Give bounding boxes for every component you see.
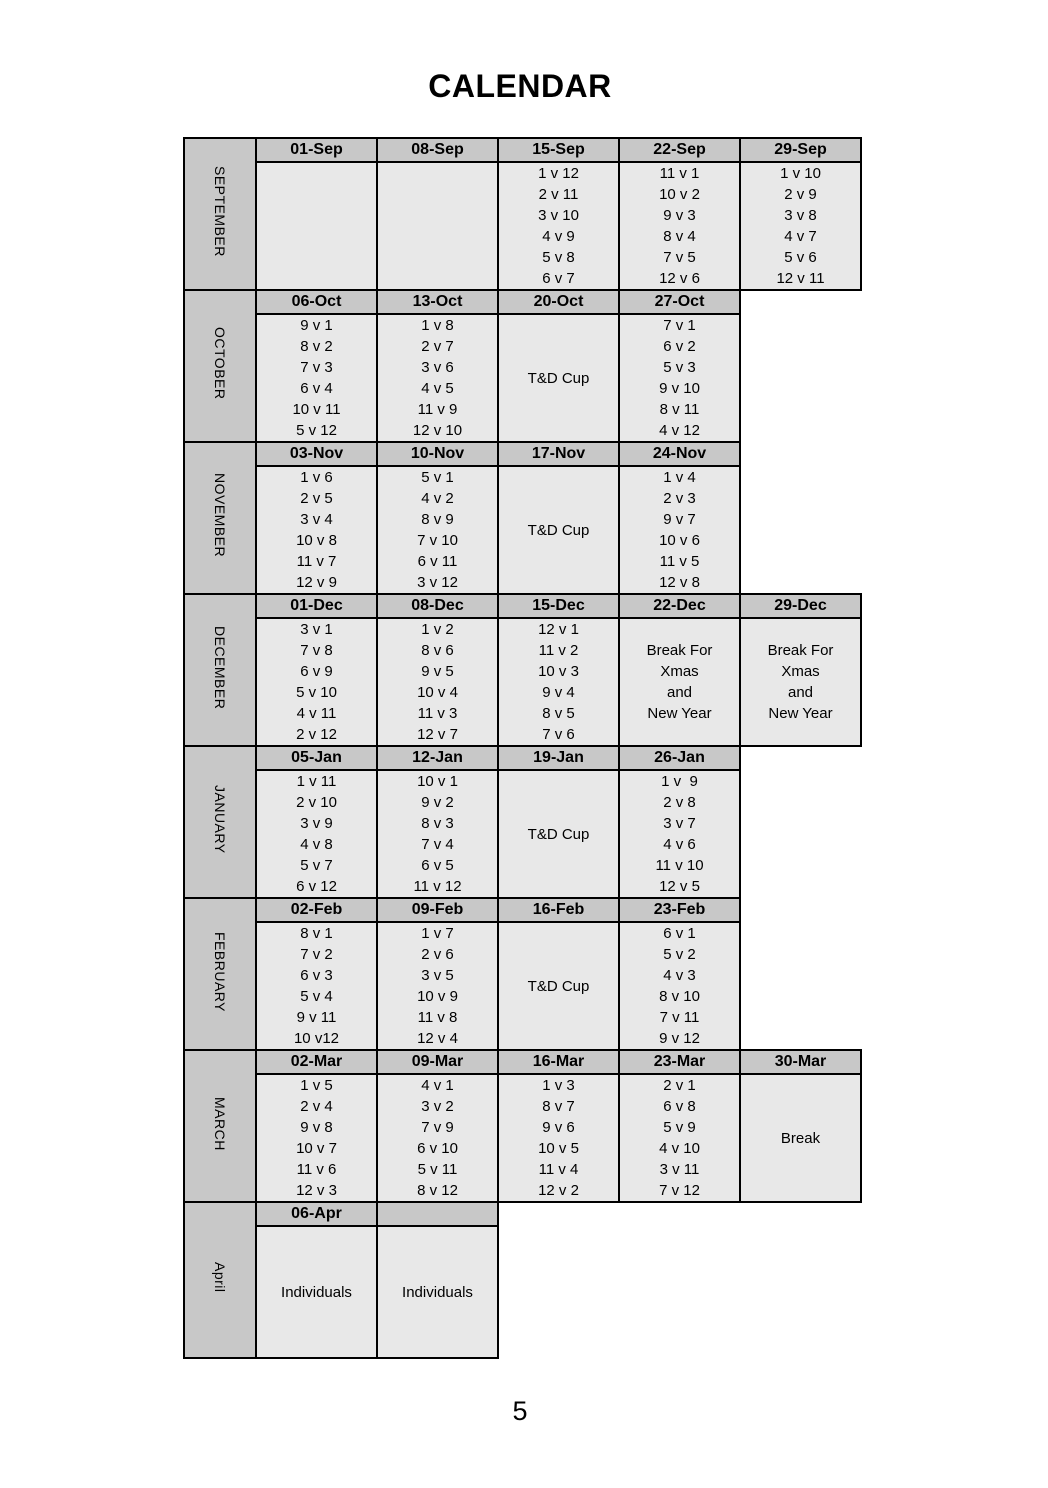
- fixture-line: 12 v 10: [412, 422, 463, 439]
- fixtures-cell: [377, 466, 498, 594]
- fixture-line: 2 v 1: [663, 1077, 696, 1094]
- fixtures-cell: [377, 1074, 498, 1202]
- date-header-cell: 23-Mar: [619, 1050, 740, 1074]
- fixture-line: 6 v 8: [663, 1098, 696, 1115]
- fixture-line: 3 v 7: [663, 815, 696, 832]
- fixture-line: 4 v 1: [421, 1077, 454, 1094]
- note-line: and: [666, 684, 693, 701]
- fixtures-cell: [619, 770, 740, 898]
- fixture-line: 12 v 6: [659, 270, 700, 287]
- fixture-line: 7 v 10: [417, 532, 458, 549]
- date-header-cell: 27-Oct: [619, 290, 740, 314]
- fixtures-cell: [256, 1074, 377, 1202]
- fixture-line: 6 v 3: [300, 967, 333, 984]
- note-cell: [256, 1226, 377, 1358]
- date-header-cell: 29-Sep: [740, 138, 861, 162]
- fixture-line: 9 v 2: [421, 794, 454, 811]
- fixtures-cell: [740, 162, 861, 290]
- month-section-april: [183, 1201, 499, 1359]
- fixture-line: 5 v 1: [421, 469, 454, 486]
- month-label-text: NOVEMBER: [212, 473, 228, 558]
- fixture-line: 4 v 9: [542, 228, 575, 245]
- fixtures-cell: [256, 618, 377, 746]
- fixtures-cell: [256, 466, 377, 594]
- fixture-line: 3 v 6: [421, 359, 454, 376]
- fixture-line: 1 v 2: [421, 621, 454, 638]
- fixture-line: 4 v 10: [659, 1140, 700, 1157]
- note-line: Individuals: [402, 1283, 473, 1301]
- month-label: [184, 898, 256, 1050]
- note-line: Xmas: [660, 663, 699, 680]
- note-line: and: [787, 684, 814, 701]
- month-section-march: [183, 1049, 862, 1203]
- date-header-cell: 19-Jan: [498, 746, 619, 770]
- fixture-line: 5 v 11: [417, 1161, 458, 1178]
- note-line: Xmas: [781, 663, 820, 680]
- month-section-january: [183, 745, 741, 899]
- month-section-october: [183, 289, 741, 443]
- fixture-line: 12 v 4: [417, 1030, 458, 1047]
- fixture-line: 8 v 9: [421, 511, 454, 528]
- date-header-cell: 26-Jan: [619, 746, 740, 770]
- month-label: [184, 290, 256, 442]
- date-header-cell: 16-Feb: [498, 898, 619, 922]
- note-line: New Year: [647, 705, 712, 722]
- note-line: New Year: [768, 705, 833, 722]
- fixture-line: 7 v 6: [542, 726, 575, 743]
- fixture-line: 10 v 11: [292, 401, 341, 418]
- fixture-line: 5 v 10: [296, 684, 337, 701]
- fixture-line: 11 v 7: [296, 553, 337, 570]
- fixture-line: 4 v 7: [784, 228, 817, 245]
- fixtures-cell: [498, 162, 619, 290]
- fixture-line: 11 v 1: [659, 165, 700, 182]
- date-header-cell: 02-Mar: [256, 1050, 377, 1074]
- fixture-line: 12 v 8: [659, 574, 700, 591]
- fixture-line: 5 v 8: [542, 249, 575, 266]
- note-cell: [498, 314, 619, 442]
- note-line: T&D Cup: [527, 977, 590, 995]
- fixture-line: 5 v 6: [784, 249, 817, 266]
- calendar-table: [183, 137, 862, 1359]
- fixture-line: 2 v 4: [300, 1098, 333, 1115]
- month-section-december: [183, 593, 862, 747]
- fixture-line: 6 v 4: [300, 380, 333, 397]
- fixture-line: 6 v 7: [542, 270, 575, 287]
- date-header-cell: 22-Sep: [619, 138, 740, 162]
- month-section-september: [183, 137, 862, 291]
- date-header-cell: 06-Oct: [256, 290, 377, 314]
- date-header-cell: 15-Sep: [498, 138, 619, 162]
- fixture-line: 9 v 7: [663, 511, 696, 528]
- date-header-cell: 08-Dec: [377, 594, 498, 618]
- fixture-line: 6 v 11: [417, 553, 458, 570]
- fixture-line: 7 v 4: [421, 836, 454, 853]
- month-section-november: [183, 441, 741, 595]
- fixture-line: 2 v 10: [296, 794, 337, 811]
- note-line: Break: [780, 1129, 821, 1147]
- fixture-line: 5 v 3: [663, 359, 696, 376]
- page-title: CALENDAR: [428, 68, 612, 104]
- month-label: [184, 1202, 256, 1358]
- fixtures-cell: [619, 162, 740, 290]
- fixture-line: 8 v 12: [417, 1182, 458, 1199]
- fixture-line: 8 v 3: [421, 815, 454, 832]
- fixture-line: 2 v 3: [663, 490, 696, 507]
- fixture-line: 7 v 1: [663, 317, 696, 334]
- date-header-cell: 29-Dec: [740, 594, 861, 618]
- fixture-line: 5 v 2: [663, 946, 696, 963]
- fixture-line: 1 v 9: [661, 773, 698, 790]
- fixture-line: 8 v 7: [542, 1098, 575, 1115]
- date-header-cell: 01-Sep: [256, 138, 377, 162]
- fixture-line: 2 v 12: [296, 726, 337, 743]
- month-label-text: DECEMBER: [212, 625, 228, 710]
- fixture-line: 11 v 2: [538, 642, 579, 659]
- fixture-line: 2 v 7: [421, 338, 454, 355]
- fixture-line: 4 v 3: [663, 967, 696, 984]
- fixture-line: 2 v 5: [300, 490, 333, 507]
- fixture-line: 11 v 8: [417, 1009, 458, 1026]
- date-header-cell: 24-Nov: [619, 442, 740, 466]
- fixture-line: 7 v 3: [300, 359, 333, 376]
- month-label-text: SEPTEMBER: [212, 166, 228, 257]
- fixture-line: 2 v 8: [663, 794, 696, 811]
- fixture-line: 8 v 10: [659, 988, 700, 1005]
- fixture-line: 10 v 1: [417, 773, 458, 790]
- fixture-line: 10 v 5: [538, 1140, 579, 1157]
- fixtures-cell: [619, 922, 740, 1050]
- fixture-line: 5 v 7: [300, 857, 333, 874]
- fixture-line: 8 v 1: [300, 925, 333, 942]
- fixtures-cell: [619, 466, 740, 594]
- month-label: [184, 442, 256, 594]
- fixture-line: 11 v 5: [659, 553, 700, 570]
- fixture-line: 12 v 3: [296, 1182, 337, 1199]
- fixture-line: 6 v 2: [663, 338, 696, 355]
- fixture-line: 4 v 6: [663, 836, 696, 853]
- date-header-cell: 23-Feb: [619, 898, 740, 922]
- month-section-february: [183, 897, 741, 1051]
- fixture-line: 3 v 1: [300, 621, 333, 638]
- fixture-line: 9 v 8: [300, 1119, 333, 1136]
- fixture-line: 11 v 9: [417, 401, 458, 418]
- fixture-line: 9 v 1: [300, 317, 333, 334]
- note-cell: [740, 618, 861, 746]
- month-label-text: MARCH: [212, 1096, 228, 1151]
- fixture-line: 3 v 8: [784, 207, 817, 224]
- fixtures-cell: [256, 162, 377, 290]
- month-label-text: JANUARY: [212, 785, 228, 854]
- note-line: Break For: [646, 642, 713, 659]
- fixture-line: 12 v 1: [538, 621, 579, 638]
- fixture-line: 5 v 9: [663, 1119, 696, 1136]
- date-header-cell: 30-Mar: [740, 1050, 861, 1074]
- date-header-cell: 06-Apr: [256, 1202, 377, 1226]
- fixture-line: 4 v 12: [659, 422, 700, 439]
- date-header-cell: 09-Feb: [377, 898, 498, 922]
- fixture-line: 7 v 11: [659, 1009, 700, 1026]
- fixture-line: 8 v 2: [300, 338, 333, 355]
- month-label: [184, 594, 256, 746]
- fixture-line: 12 v 11: [776, 270, 825, 287]
- fixture-line: 10 v 6: [659, 532, 700, 549]
- fixtures-cell: [377, 922, 498, 1050]
- date-header-cell: 13-Oct: [377, 290, 498, 314]
- fixture-line: 9 v 10: [659, 380, 700, 397]
- fixture-line: 12 v 2: [538, 1182, 579, 1199]
- fixture-line: 1 v 4: [663, 469, 696, 486]
- fixture-line: 11 v 3: [417, 705, 458, 722]
- fixture-line: 6 v 10: [417, 1140, 458, 1157]
- month-label: [184, 138, 256, 290]
- fixture-line: 1 v 12: [538, 165, 579, 182]
- fixtures-cell: [498, 1074, 619, 1202]
- fixture-line: 9 v 6: [542, 1119, 575, 1136]
- fixture-line: 3 v 10: [538, 207, 579, 224]
- date-header-cell: 22-Dec: [619, 594, 740, 618]
- fixtures-cell: [256, 770, 377, 898]
- month-label-text: April: [212, 1262, 228, 1293]
- month-label: [184, 746, 256, 898]
- date-header-cell: 02-Feb: [256, 898, 377, 922]
- fixture-line: 10 v 3: [538, 663, 579, 680]
- fixture-line: 1 v 6: [300, 469, 333, 486]
- fixtures-cell: [256, 314, 377, 442]
- fixture-line: 1 v 5: [300, 1077, 333, 1094]
- fixture-line: 8 v 6: [421, 642, 454, 659]
- fixture-line: 7 v 9: [421, 1119, 454, 1136]
- note-line: T&D Cup: [527, 369, 590, 387]
- fixture-line: 9 v 4: [542, 684, 575, 701]
- fixture-line: 2 v 9: [784, 186, 817, 203]
- fixture-line: 8 v 5: [542, 705, 575, 722]
- date-header-cell: 15-Dec: [498, 594, 619, 618]
- fixture-line: 11 v 4: [538, 1161, 579, 1178]
- fixture-line: 12 v 7: [417, 726, 458, 743]
- date-header-cell: 01-Dec: [256, 594, 377, 618]
- fixtures-cell: [377, 162, 498, 290]
- fixture-line: 8 v 11: [659, 401, 700, 418]
- fixture-line: 11 v 6: [296, 1161, 337, 1178]
- fixture-line: 12 v 9: [296, 574, 337, 591]
- fixture-line: 9 v 12: [659, 1030, 700, 1047]
- fixture-line: 7 v 8: [300, 642, 333, 659]
- fixture-line: 10 v 2: [659, 186, 700, 203]
- month-label-text: FEBRUARY: [212, 931, 228, 1012]
- note-cell: [619, 618, 740, 746]
- note-cell: [498, 922, 619, 1050]
- fixture-line: 6 v 9: [300, 663, 333, 680]
- fixture-line: 5 v 4: [300, 988, 333, 1005]
- fixtures-cell: [377, 770, 498, 898]
- fixture-line: 10 v 7: [296, 1140, 337, 1157]
- fixture-line: 3 v 9: [300, 815, 333, 832]
- fixture-line: 8 v 4: [663, 228, 696, 245]
- fixtures-cell: [256, 922, 377, 1050]
- fixture-line: 3 v 4: [300, 511, 333, 528]
- note-line: Break For: [767, 642, 834, 659]
- fixture-line: 10 v12: [293, 1030, 340, 1047]
- date-header-cell: 10-Nov: [377, 442, 498, 466]
- date-header-cell: 20-Oct: [498, 290, 619, 314]
- fixture-line: 6 v 1: [663, 925, 696, 942]
- fixture-line: 7 v 12: [659, 1182, 700, 1199]
- note-line: Individuals: [281, 1283, 352, 1301]
- fixtures-cell: [377, 618, 498, 746]
- fixture-line: 12 v 5: [659, 878, 700, 895]
- fixture-line: 4 v 8: [300, 836, 333, 853]
- date-header-cell: 17-Nov: [498, 442, 619, 466]
- page-number: 5: [512, 1396, 528, 1426]
- fixture-line: 4 v 2: [421, 490, 454, 507]
- fixture-line: 3 v 2: [421, 1098, 454, 1115]
- fixture-line: 1 v 11: [296, 773, 337, 790]
- note-cell: [498, 770, 619, 898]
- fixture-line: 10 v 4: [417, 684, 458, 701]
- fixtures-cell: [619, 1074, 740, 1202]
- fixture-line: 3 v 12: [417, 574, 458, 591]
- month-label: [184, 1050, 256, 1202]
- fixture-line: 1 v 3: [542, 1077, 575, 1094]
- note-cell: [377, 1226, 498, 1358]
- note-cell: [740, 1074, 861, 1202]
- date-header-cell: 03-Nov: [256, 442, 377, 466]
- date-header-cell: 12-Jan: [377, 746, 498, 770]
- fixture-line: 6 v 5: [421, 857, 454, 874]
- fixture-line: 1 v 8: [421, 317, 454, 334]
- date-header-cell: 05-Jan: [256, 746, 377, 770]
- fixture-line: 4 v 5: [421, 380, 454, 397]
- note-line: T&D Cup: [527, 825, 590, 843]
- fixture-line: 11 v 10: [655, 857, 704, 874]
- fixture-line: 9 v 3: [663, 207, 696, 224]
- fixture-line: 10 v 9: [417, 988, 458, 1005]
- fixture-line: 11 v 12: [413, 878, 462, 895]
- date-header-cell: 09-Mar: [377, 1050, 498, 1074]
- fixture-line: 2 v 6: [421, 946, 454, 963]
- fixture-line: 1 v 7: [421, 925, 454, 942]
- fixtures-cell: [619, 314, 740, 442]
- date-header-cell: [377, 1202, 498, 1226]
- fixtures-cell: [377, 314, 498, 442]
- fixture-line: 1 v 10: [780, 165, 821, 182]
- note-line: T&D Cup: [527, 521, 590, 539]
- fixture-line: 3 v 5: [421, 967, 454, 984]
- fixture-line: 3 v 11: [659, 1161, 700, 1178]
- fixture-line: 2 v 11: [538, 186, 579, 203]
- note-cell: [498, 466, 619, 594]
- date-header-cell: 16-Mar: [498, 1050, 619, 1074]
- fixture-line: 7 v 2: [300, 946, 333, 963]
- fixture-line: 9 v 11: [296, 1009, 337, 1026]
- fixture-line: 6 v 12: [296, 878, 337, 895]
- fixture-line: 10 v 8: [296, 532, 337, 549]
- date-header-cell: 08-Sep: [377, 138, 498, 162]
- fixture-line: 9 v 5: [421, 663, 454, 680]
- fixtures-cell: [498, 618, 619, 746]
- month-label-text: OCTOBER: [212, 327, 228, 400]
- fixture-line: 7 v 5: [663, 249, 696, 266]
- fixture-line: 4 v 11: [296, 705, 337, 722]
- fixture-line: 5 v 12: [296, 422, 337, 439]
